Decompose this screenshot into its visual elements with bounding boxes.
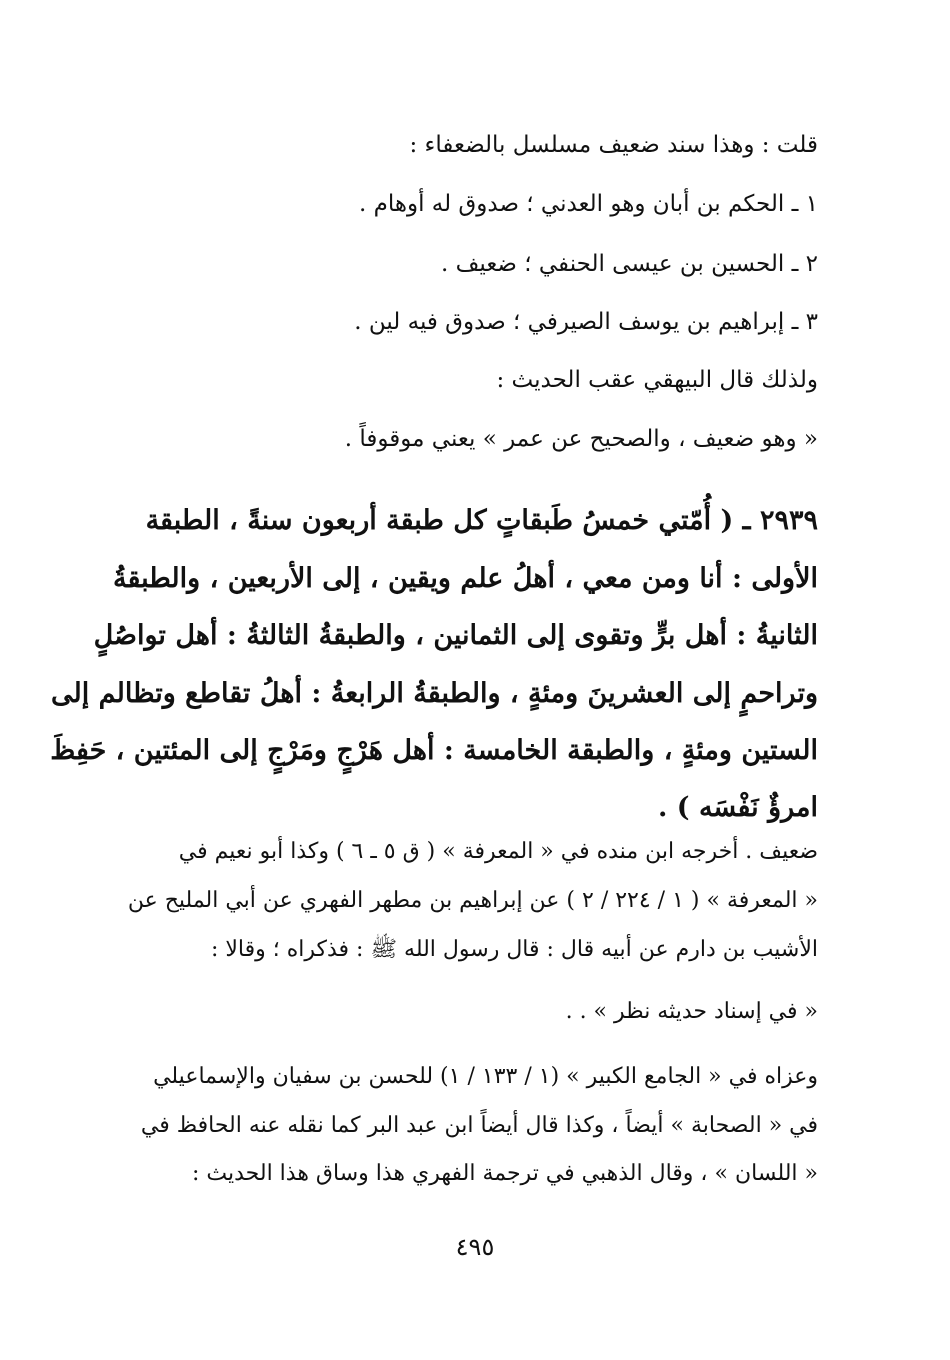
attribution-line: في « الصحابة » أيضاً ، وكذا قال أيضاً ابن عبد البر كما نقله عنه الحافظ في <box>140 1113 818 1138</box>
attribution-line: « اللسان » ، وقال الذهبي في ترجمة الفهري هذا وساق هذا الحديث : <box>191 1161 818 1186</box>
text-line: ٢ ـ الحسين بن عيسى الحنفي ؛ ضعيف . <box>440 251 818 277</box>
commentary-line: « في إسناد حديثه نظر » . . <box>565 999 818 1024</box>
attribution-line: وعزاه في « الجامع الكبير » (١ / ١٣٣ / ١) للحسن بن سفيان والإسماعيلي <box>153 1064 818 1089</box>
commentary-line: الأشيب بن دارم عن أبيه قال : قال رسول الله ﷺ : فذكراه ؛ وقالا : <box>210 937 818 962</box>
text-line: قلت : وهذا سند ضعيف مسلسل بالضعفاء : <box>409 132 818 158</box>
text-line: « وهو ضعيف ، والصحيح عن عمر » يعني موقوفاً . <box>344 426 818 452</box>
text-line: ولذلك قال البيهقي عقب الحديث : <box>496 367 818 393</box>
hadith-line: الستين ومئةٍ ، والطبقة الخامسة : أهل هَرْجٍ ومَرْجٍ إلى المئتين ، حَفِظَ <box>50 735 818 766</box>
text-line: ٣ ـ إبراهيم بن يوسف الصيرفي ؛ صدوق فيه لين . <box>354 309 818 335</box>
hadith-line: وتراحمٍ إلى العشرينَ ومئةٍ ، والطبقةُ الرابعةُ : أهلُ تقاطع وتظالم إلى <box>51 678 818 709</box>
hadith-line: امرؤٌ نَفْسَه ) . <box>657 792 818 823</box>
hadith-line: الثانيةُ : أهل برٍّ وتقوى إلى الثمانين ، والطبقةُ الثالثةُ : أهل تواصُلٍ <box>93 620 818 651</box>
commentary-line: « المعرفة » ( ١ / ٢٢٤ / ٢ ) عن إبراهيم بن مطهر الفهري عن أبي المليح عن <box>127 888 818 913</box>
hadith-line: ٢٩٣٩ ـ ( أُمّتي خمسُ طَبقاتٍ كل طبقة أربعون سنةً ، الطبقة <box>145 505 818 536</box>
hadith-line: الأولى : أنا ومن معي ، أهلُ علم ويقين ، إلى الأربعين ، والطبقةُ <box>113 563 818 594</box>
commentary-line: ضعيف . أخرجه ابن منده في « المعرفة » ( ق ٥ ـ ٦ ) وكذا أبو نعيم في <box>178 839 818 864</box>
page-number: ٤٩٥ <box>455 1233 495 1261</box>
text-line: ١ ـ الحكم بن أبان وهو العدني ؛ صدوق له أوهام . <box>358 191 818 217</box>
